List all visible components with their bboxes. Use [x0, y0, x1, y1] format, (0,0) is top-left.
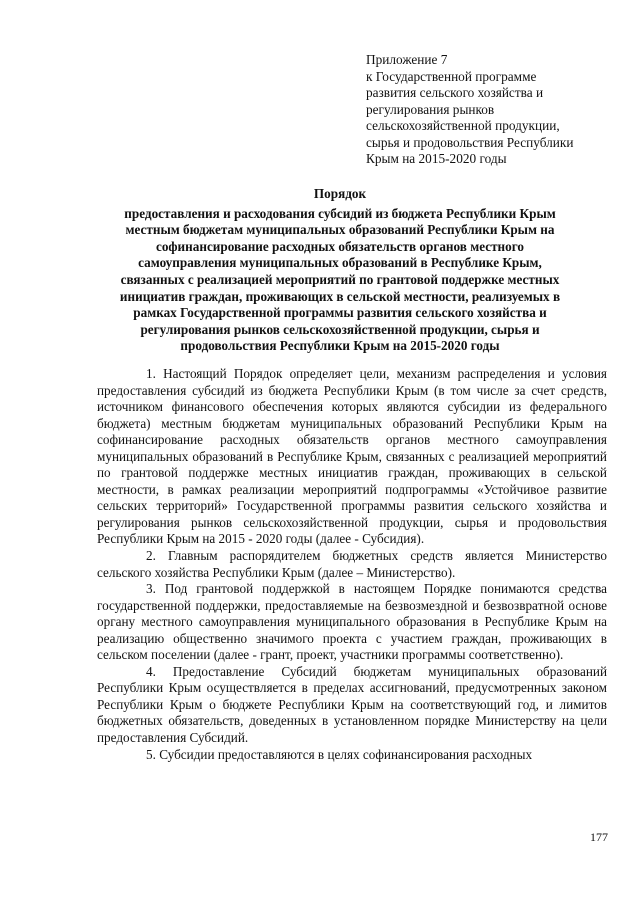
appendix-line: к Государственной программе [366, 68, 537, 84]
title-line: инициатив граждан, проживающих в сельской местности, реализуемых в [119, 288, 561, 304]
document-body [97, 366, 607, 763]
title-subheading [40, 206, 640, 355]
paragraph-3: 3. Под грантовой поддержкой в настоящем Порядке понимаются средства государственной поддержки, предоставляемые на безвозмездной и безвозвратной основе органу местного самоуправления муниципального образования в Республике Крым на реализацию общественно значимого проекта с участием граждан, проживающих в сельском поселении (далее - грант, проект, участники программы соответственно). [97, 581, 607, 663]
appendix-line: сырья и продовольствия Республики [366, 134, 574, 150]
title-line: продовольствия Республики Крым на 2015-2020 годы [180, 338, 500, 354]
paragraph-1: 1. Настоящий Порядок определяет цели, механизм распределения и условия предоставления субсидий из бюджета Республики Крым (в том числе за счет средств, источником финансового обеспечения которых являются субсидии из федерального бюджета) местным бюджетам муниципальных образований Республики Крым на софинансирование расходных обязательств органов местного самоуправления муниципальных образований в Республике Крым, связанных с реализацией мероприятий по грантовой поддержке местных инициатив граждан, проживающих в сельской местности, в рамках реализации мероприятий подпрограммы «Устойчивое развитие сельских территорий» Государственной программы развития сельского хозяйства и регулирования рынков сельскохозяйственной продукции, сырья и продовольствия Республики Крым на 2015 - 2020 годы (далее - Субсидия). [97, 366, 607, 547]
paragraph-4: 4. Предоставление Субсидий бюджетам муниципальных образований Республики Крым осуществляется в пределах ассигнований, предусмотренных законом Республики Крым о бюджете Республики Крым на соответствующий год, и лимитов бюджетных обязательств, доведенных в установленном порядке Министерству на цели предоставления Субсидий. [97, 663, 607, 746]
title-line: софинансирование расходных обязательств органов местного [155, 238, 524, 254]
appendix-line: развития сельского хозяйства и [366, 85, 544, 100]
title-line: самоуправления муниципальных образований в Республике Крым, [138, 255, 542, 271]
title-line: предоставления и расходования субсидий из бюджета Республики Крым [124, 205, 556, 221]
appendix-line: регулирования рынков [366, 101, 495, 117]
title-line: связанных с реализацией мероприятий по грантовой поддержке местных [120, 271, 560, 287]
paragraph-2: 2. Главным распорядителем бюджетных средств является Министерство сельского хозяйства Республики Крым (далее – Министерство). [97, 548, 607, 580]
appendix-note [366, 52, 628, 168]
title-line: местным бюджетам муниципальных образований Республики Крым на [125, 222, 555, 238]
appendix-line: сельскохозяйственной продукции, [366, 118, 560, 133]
document-title [40, 186, 640, 355]
title-line: рамках Государственной программы развития сельского хозяйства и [133, 305, 547, 321]
page-number: 177 [590, 830, 608, 844]
paragraph-5: 5. Субсидии предоставляются в целях софинансирования расходных [146, 746, 533, 762]
appendix-line: Приложение 7 [366, 52, 448, 67]
title-heading: Порядок [313, 186, 367, 201]
appendix-line: Крым на 2015-2020 годы [366, 151, 507, 166]
title-line: регулирования рынков сельскохозяйственной продукции, сырья и [140, 321, 540, 337]
